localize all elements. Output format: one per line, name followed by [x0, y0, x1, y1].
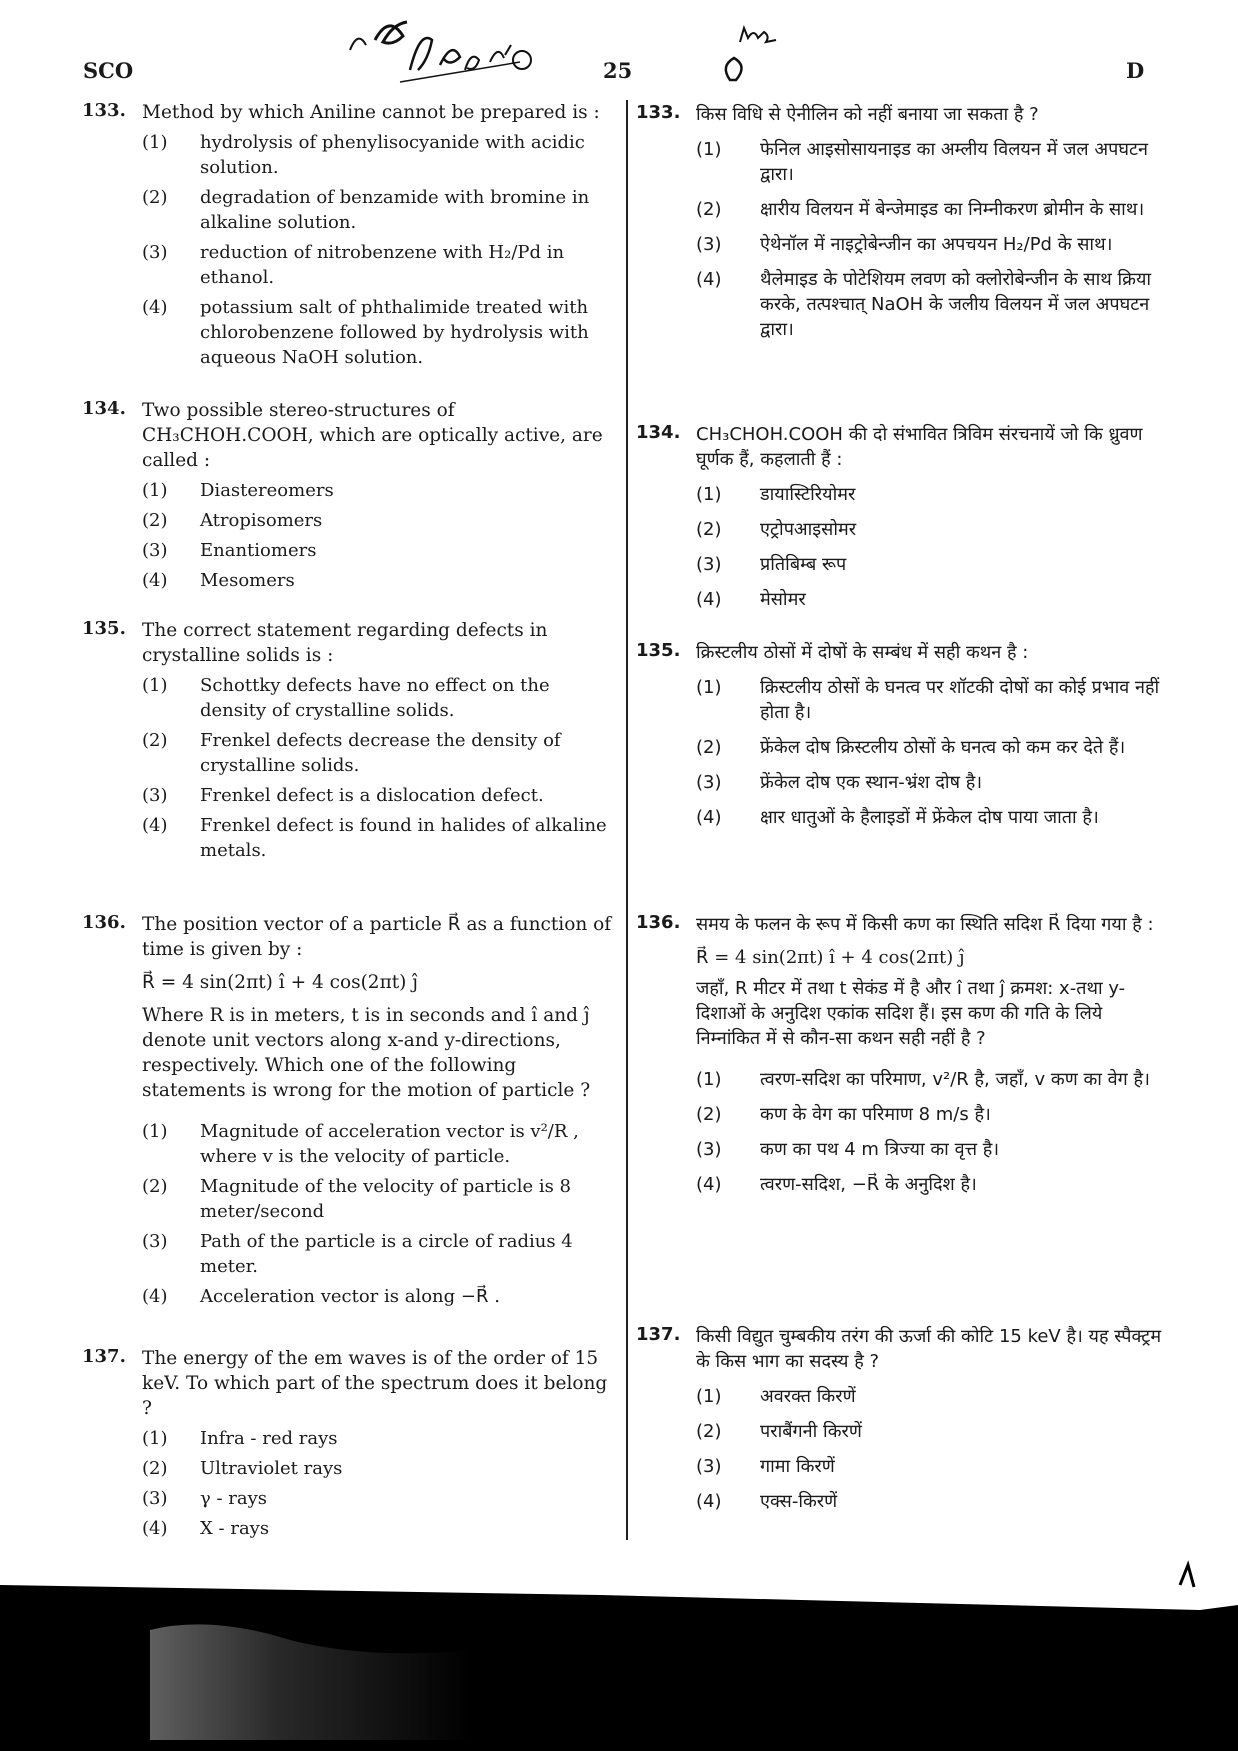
question-text: CH₃CHOH.COOH की दो संभावित त्रिविम संरचनायें जो कि ध्रुवण घूर्णक हैं, कहलाती हैं : — [696, 424, 1143, 470]
question-number: 134. — [82, 398, 126, 419]
option: (3) reduction of nitrobenzene with H₂/Pd in ethanol. — [142, 242, 565, 288]
option: (4) त्वरण-सदिश, −R⃗ के अनुदिश है। — [696, 1174, 977, 1195]
option: (1) क्रिस्टलीय ठोसों के घनत्व पर शॉटकी दोषों का कोई प्रभाव नहीं होता है। — [696, 677, 1160, 723]
option: (4) Mesomers — [142, 570, 295, 591]
option: (4) Acceleration vector is along −R⃗ . — [142, 1286, 500, 1307]
option: (3) गामा किरणें — [696, 1456, 835, 1477]
option: (3) γ - rays — [142, 1488, 268, 1509]
question-number: 135. — [82, 618, 126, 639]
option: (4) potassium salt of phthalimide treated with chlorobenzene followed by hydrolysis with aqueous NaOH solution. — [142, 297, 589, 368]
option: (1) Diastereomers — [142, 480, 334, 501]
question-text-continued: जहाँ, R मीटर में तथा t सेकंड में है और î तथा ĵ क्रमश: x-तथा y-दिशाओं के अनुदिश एकांक सदिश हैं। इस कण की गति के लिये निम्नांकित में से कौन-सा कथन सही नहीं है ? — [696, 978, 1126, 1049]
option: (2) Magnitude of the velocity of particle is 8 meter/second — [142, 1176, 572, 1222]
option: (1) त्वरण-सदिश का परिमाण, v²/R है, जहाँ, v कण का वेग है। — [696, 1069, 1150, 1090]
header-code: SCO — [83, 58, 134, 83]
question-number: 137. — [636, 1324, 681, 1345]
option: (2) degradation of benzamide with bromine in alkaline solution. — [142, 187, 590, 233]
question-number: 133. — [636, 102, 681, 123]
option: (2) फ्रेंकेल दोष क्रिस्टलीय ठोसों के घनत्व को कम कर देते हैं। — [696, 737, 1126, 758]
question-text: Method by which Aniline cannot be prepared is : — [142, 102, 600, 123]
question-134-en — [82, 398, 612, 593]
option: (2) क्षारीय विलयन में बेन्जेमाइड का निम्नीकरण ब्रोमीन के साथ। — [696, 199, 1145, 220]
option: (1) डायास्टिरियोमर — [696, 484, 856, 505]
question-135-hi — [636, 640, 1166, 830]
question-number: 136. — [636, 912, 681, 933]
option: (4) मेसोमर — [696, 589, 806, 610]
question-text: The energy of the em waves is of the order of 15 keV. To which part of the spectrum does it belong ? — [142, 1348, 608, 1419]
question-text: Two possible stereo-structures of CH₃CHOH.COOH, which are optically active, are called : — [142, 400, 603, 471]
question-135-en — [82, 618, 612, 863]
option: (3) Frenkel defect is a dislocation defect. — [142, 785, 544, 806]
question-number: 137. — [82, 1346, 126, 1367]
option: (2) Frenkel defects decrease the density of crystalline solids. — [142, 730, 561, 776]
question-136-en — [82, 912, 612, 1309]
handwritten-mark — [710, 20, 800, 90]
question-136-hi — [636, 912, 1166, 1197]
option: (2) Ultraviolet rays — [142, 1458, 343, 1479]
question-text: समय के फलन के रूप में किसी कण का स्थिति सदिश R⃗ दिया गया है : — [696, 914, 1154, 935]
option: (3) कण का पथ 4 m त्रिज्या का वृत्त है। — [696, 1139, 1000, 1160]
question-text: किसी विद्युत चुम्बकीय तरंग की ऊर्जा की कोटि 15 keV है। यह स्पैक्ट्रम के किस भाग का सदस्य है ? — [696, 1326, 1162, 1372]
option: (1) Schottky defects have no effect on the density of crystalline solids. — [142, 675, 550, 721]
question-text: The position vector of a particle R⃗ as a function of time is given by : — [142, 914, 612, 960]
question-134-hi — [636, 422, 1166, 612]
question-137-en — [82, 1346, 612, 1541]
option: (3) प्रतिबिम्ब रूप — [696, 554, 847, 575]
option: (4) थैलेमाइड के पोटेशियम लवण को क्लोरोबेन्जीन के साथ क्रिया करके, तत्पश्चात् NaOH के जलीय विलयन में जल अपघटन द्वारा। — [696, 269, 1152, 340]
page-number: 25 — [603, 58, 633, 83]
booklet-code: D — [1126, 58, 1145, 83]
scan-artifact — [150, 1620, 470, 1740]
question-number: 133. — [82, 100, 126, 121]
question-text: The correct statement regarding defects in crystalline solids is : — [142, 620, 548, 666]
option: (3) Enantiomers — [142, 540, 317, 561]
option: (1) Infra - red rays — [142, 1428, 338, 1449]
option: (4) एक्स-किरणें — [696, 1491, 838, 1512]
option: (4) X - rays — [142, 1518, 270, 1539]
question-text: क्रिस्टलीय ठोसों में दोषों के सम्बंध में सही कथन है : — [696, 642, 1029, 663]
option: (3) Path of the particle is a circle of radius 4 meter. — [142, 1231, 573, 1277]
option: (1) फेनिल आइसोसायनाइड का अम्लीय विलयन में जल अपघटन द्वारा। — [696, 139, 1149, 185]
question-number: 135. — [636, 640, 681, 661]
question-text: किस विधि से ऐनीलिन को नहीं बनाया जा सकता है ? — [696, 104, 1039, 125]
question-number: 136. — [82, 912, 126, 933]
option: (3) ऐथेनॉल में नाइट्रोबेन्जीन का अपचयन H₂/Pd के साथ। — [696, 234, 1113, 255]
question-133-hi — [636, 102, 1166, 342]
question-137-hi — [636, 1324, 1166, 1514]
option: (2) एट्रोपआइसोमर — [696, 519, 857, 540]
option: (2) कण के वेग का परिमाण 8 m/s है। — [696, 1104, 991, 1125]
question-number: 134. — [636, 422, 681, 443]
option: (2) Atropisomers — [142, 510, 323, 531]
question-text-continued: Where R is in meters, t is in seconds and î and ĵ denote unit vectors along x-and y-directions, respectively. Which one of the following statements is wrong for the motion of particle ? — [142, 1005, 591, 1101]
option: (1) Magnitude of acceleration vector is v²/R , where v is the velocity of particle. — [142, 1121, 579, 1167]
equation: R⃗ = 4 sin(2πt) î + 4 cos(2πt) ĵ — [696, 947, 965, 968]
option: (1) अवरक्त किरणें — [696, 1386, 856, 1407]
question-133-en — [82, 100, 612, 370]
handwritten-scribble — [340, 10, 580, 92]
option: (3) फ्रेंकेल दोष एक स्थान-भ्रंश दोष है। — [696, 772, 983, 793]
column-divider — [626, 100, 628, 1540]
equation: R⃗ = 4 sin(2πt) î + 4 cos(2πt) ĵ — [142, 972, 419, 993]
option: (4) क्षार धातुओं के हैलाइडों में फ्रेंकेल दोष पाया जाता है। — [696, 807, 1099, 828]
option: (1) hydrolysis of phenylisocyanide with acidic solution. — [142, 132, 585, 178]
option: (4) Frenkel defect is found in halides of alkaline metals. — [142, 815, 607, 861]
option: (2) पराबैंगनी किरणें — [696, 1421, 862, 1442]
